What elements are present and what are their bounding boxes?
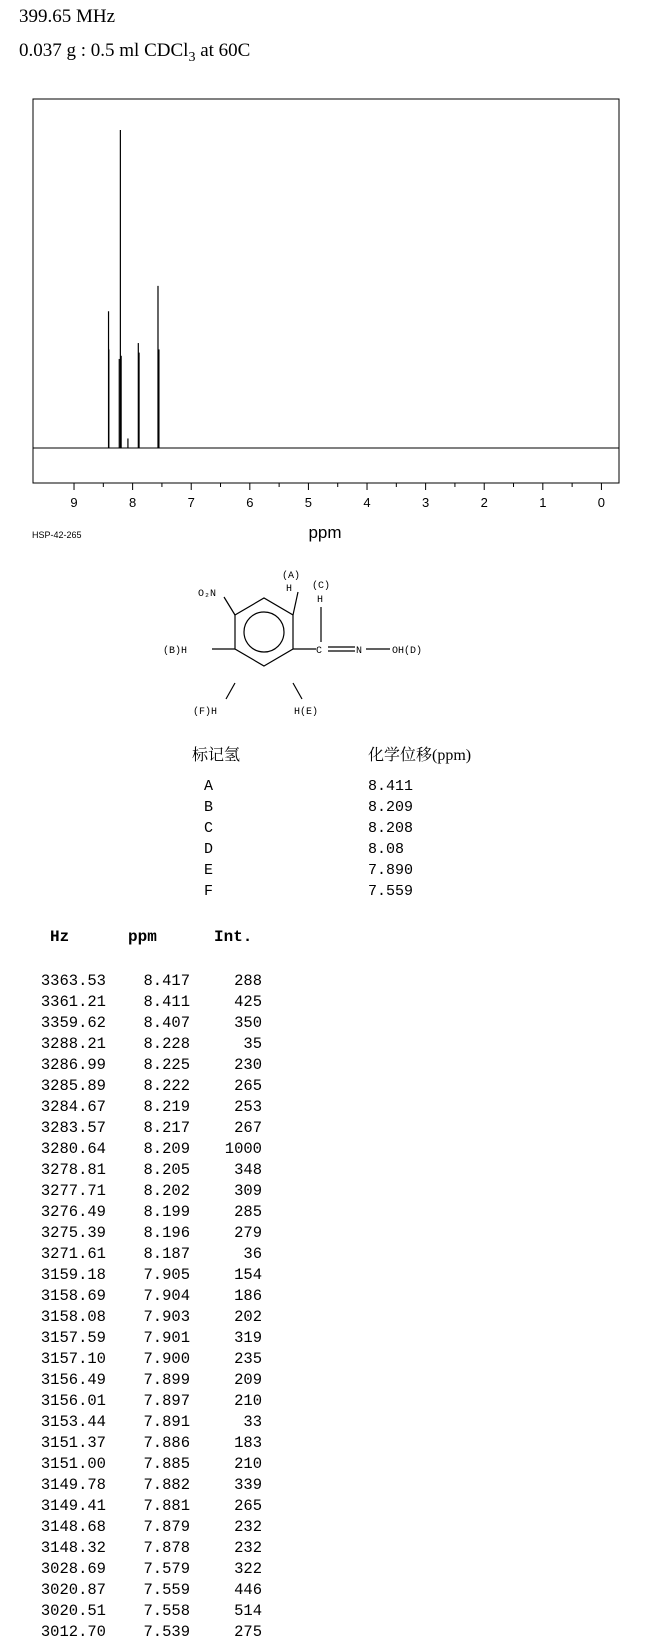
label-no2: O₂N (198, 589, 217, 600)
table-row (28, 1161, 278, 1182)
peak-ppm: 8.228 (143, 1035, 190, 1053)
peak-ppm: 7.886 (143, 1434, 190, 1452)
peak-ppm: 7.899 (143, 1371, 190, 1389)
peak-hz: 3151.37 (40, 1434, 106, 1452)
peak-intensity: 232 (234, 1518, 262, 1536)
x-axis-ticks (70, 483, 605, 510)
peak-hz: 3359.62 (40, 1014, 106, 1032)
peak-intensity: 235 (234, 1350, 262, 1368)
peak-hz: 3020.87 (40, 1581, 106, 1599)
aromatic-circle (244, 612, 284, 652)
peak-intensity: 350 (234, 1014, 262, 1032)
peak-hz: 3280.64 (40, 1140, 106, 1158)
peak-ppm: 7.559 (143, 1581, 190, 1599)
peak-ppm: 7.905 (143, 1266, 190, 1284)
nmr-spectrum-chart (0, 0, 652, 545)
peak-hz: 3158.69 (40, 1287, 106, 1305)
assignment-shift: 7.559 (368, 883, 414, 900)
peak-intensity: 202 (234, 1308, 262, 1326)
assignment-label: F (204, 883, 214, 900)
peak-ppm: 8.407 (143, 1014, 190, 1032)
peak-ppm: 8.187 (143, 1245, 190, 1263)
peak-ppm: 7.903 (143, 1308, 190, 1326)
peak-hz: 3286.99 (40, 1056, 106, 1074)
peak-ppm: 7.882 (143, 1476, 190, 1494)
peak-intensity: 154 (234, 1266, 262, 1284)
table-row (28, 1497, 278, 1518)
table-row (28, 1518, 278, 1539)
peak-ppm: 7.878 (143, 1539, 190, 1557)
peak-ppm: 7.897 (143, 1392, 190, 1410)
spectrum-trace (33, 130, 619, 448)
peak-intensity: 230 (234, 1056, 262, 1074)
peak-ppm: 7.904 (143, 1287, 190, 1305)
peak-ppm: 8.222 (143, 1077, 190, 1095)
peak-intensity: 279 (234, 1224, 262, 1242)
table-row (28, 1329, 278, 1350)
peak-hz: 3284.67 (40, 1098, 106, 1116)
assignment-shift: 7.890 (368, 862, 414, 879)
peak-intensity: 288 (234, 972, 262, 990)
peak-ppm: 7.900 (143, 1350, 190, 1368)
bond-h-f (226, 683, 235, 699)
assignment-label: D (204, 841, 214, 858)
x-tick-label: 8 (129, 495, 137, 510)
table-row (28, 1203, 278, 1224)
peak-intensity: 36 (243, 1245, 262, 1263)
peak-intensity: 33 (243, 1413, 262, 1431)
assignment-shift: 8.209 (368, 799, 414, 816)
table-row (28, 1182, 278, 1203)
peak-hz: 3288.21 (40, 1035, 106, 1053)
assignment-label: A (204, 778, 214, 795)
table-row (28, 1077, 278, 1098)
peak-intensity: 210 (234, 1455, 262, 1473)
x-tick-label: 4 (363, 495, 371, 510)
peak-intensity: 285 (234, 1203, 262, 1221)
x-tick-label: 3 (422, 495, 430, 510)
peak-ppm: 8.202 (143, 1182, 190, 1200)
label-nitrogen: N (356, 646, 363, 657)
table-row (28, 1392, 278, 1413)
table-row (28, 993, 278, 1014)
peak-intensity: 265 (234, 1497, 262, 1515)
peak-hz: 3158.08 (40, 1308, 106, 1326)
peak-intensity: 348 (234, 1161, 262, 1179)
peak-hz: 3149.41 (40, 1497, 106, 1515)
peak-intensity: 425 (234, 993, 262, 1011)
x-tick-label: 7 (187, 495, 195, 510)
peak-ppm: 8.219 (143, 1098, 190, 1116)
peak-hz: 3151.00 (40, 1455, 106, 1473)
peak-hz: 3157.59 (40, 1329, 106, 1347)
peak-intensity: 322 (234, 1560, 262, 1578)
peak-intensity: 265 (234, 1077, 262, 1095)
table-row (28, 1371, 278, 1392)
table-row (28, 1623, 278, 1644)
peak-hz: 3363.53 (40, 972, 106, 990)
peak-ppm: 8.209 (143, 1140, 190, 1158)
peak-intensity: 514 (234, 1602, 262, 1620)
table-row (28, 1098, 278, 1119)
sample-prefix: 0.037 g : 0.5 ml CDCl (19, 40, 189, 61)
peak-intensity: 183 (234, 1434, 262, 1452)
table-row (28, 1287, 278, 1308)
bond-h-a (293, 592, 298, 615)
table-row (28, 1245, 278, 1266)
table-row (28, 1014, 278, 1035)
peak-intensity: 275 (234, 1623, 262, 1641)
peak-ppm: 7.539 (143, 1623, 190, 1641)
peak-ppm: 8.225 (143, 1056, 190, 1074)
table-row (28, 1266, 278, 1287)
label-carbon: C (316, 646, 323, 657)
table-row (28, 1434, 278, 1455)
table-row (28, 1602, 278, 1623)
peak-hz: 3149.78 (40, 1476, 106, 1494)
spectrum-code: HSP-42-265 (32, 530, 82, 540)
table-row (28, 1413, 278, 1434)
molecule-structure (150, 562, 460, 727)
x-tick-label: 5 (304, 495, 313, 510)
peak-ppm: 8.417 (143, 972, 190, 990)
peak-intensity: 267 (234, 1119, 262, 1137)
peak-ppm: 7.891 (143, 1413, 190, 1431)
peak-hz: 3157.10 (40, 1350, 106, 1368)
x-tick-label: 6 (246, 495, 254, 510)
assignment-shift: 8.08 (368, 841, 405, 858)
bond-no2 (224, 597, 235, 615)
peak-ppm: 8.199 (143, 1203, 190, 1221)
bond-h-e (293, 683, 302, 699)
assign-header-shift: 化学位移(ppm) (368, 747, 472, 764)
table-row (28, 1035, 278, 1056)
peak-ppm: 8.217 (143, 1119, 190, 1137)
peak-hz: 3275.39 (40, 1224, 106, 1242)
label-f: (F)H (193, 707, 218, 718)
peak-hz: 3020.51 (40, 1602, 106, 1620)
x-tick-label: 9 (70, 495, 78, 510)
peak-ppm: 7.579 (143, 1560, 190, 1578)
peak-hz: 3156.01 (40, 1392, 106, 1410)
peak-ppm: 8.196 (143, 1224, 190, 1242)
peak-intensity: 186 (234, 1287, 262, 1305)
peak-hz: 3283.57 (40, 1119, 106, 1137)
peak-hz: 3156.49 (40, 1371, 106, 1389)
table-row (28, 972, 278, 993)
peak-intensity: 35 (243, 1035, 262, 1053)
peak-header-ppm: ppm (128, 928, 157, 946)
peak-ppm: 7.558 (143, 1602, 190, 1620)
table-row (28, 1308, 278, 1329)
peak-ppm: 7.879 (143, 1518, 190, 1536)
peak-hz: 3285.89 (40, 1077, 106, 1095)
assignment-shift: 8.411 (368, 778, 414, 795)
sample-suffix: at 60C (195, 40, 251, 61)
peak-hz: 3159.18 (40, 1266, 106, 1284)
table-row (28, 1581, 278, 1602)
table-row (28, 1476, 278, 1497)
table-row (28, 1056, 278, 1077)
label-b: (B)H (163, 646, 188, 657)
label-a: (A) (282, 571, 301, 582)
peak-intensity: 446 (234, 1581, 262, 1599)
peak-intensity: 232 (234, 1539, 262, 1557)
peak-intensity: 1000 (224, 1140, 262, 1158)
peak-intensity: 339 (234, 1476, 262, 1494)
peak-hz: 3277.71 (40, 1182, 106, 1200)
peak-header-int: Int. (214, 928, 253, 946)
peak-ppm: 7.881 (143, 1497, 190, 1515)
peak-ppm: 7.885 (143, 1455, 190, 1473)
assignment-label: C (204, 820, 214, 837)
peak-hz: 3361.21 (40, 993, 106, 1011)
table-row (28, 1560, 278, 1581)
table-row (28, 1224, 278, 1245)
assignment-label: E (204, 862, 214, 879)
peak-intensity: 210 (234, 1392, 262, 1410)
peak-hz: 3148.32 (40, 1539, 106, 1557)
assignment-label: B (204, 799, 214, 816)
peak-hz: 3278.81 (40, 1161, 106, 1179)
x-tick-label: 2 (480, 495, 488, 510)
table-row (28, 1539, 278, 1560)
peak-hz: 3271.61 (40, 1245, 106, 1263)
table-row (28, 1140, 278, 1161)
spectrometer-frequency: 399.65 MHz (19, 6, 116, 27)
label-h-a: H (286, 584, 293, 595)
peak-intensity: 319 (234, 1329, 262, 1347)
peak-intensity: 209 (234, 1371, 262, 1389)
peak-hz: 3148.68 (40, 1518, 106, 1536)
label-oh: OH(D) (392, 646, 423, 657)
label-h-c: H (317, 595, 324, 606)
peak-hz: 3028.69 (40, 1560, 106, 1578)
x-tick-label: 0 (597, 495, 606, 510)
assignment-shift: 8.208 (368, 820, 414, 837)
peak-hz: 3012.70 (40, 1623, 106, 1641)
peak-ppm: 8.205 (143, 1161, 190, 1179)
x-axis-label: ppm (308, 523, 342, 542)
label-e: H(E) (294, 707, 319, 718)
assign-header-label: 标记氢 (192, 747, 241, 764)
table-row (28, 1350, 278, 1371)
table-row (28, 1455, 278, 1476)
peak-ppm: 8.411 (143, 993, 190, 1011)
label-c: (C) (312, 581, 331, 592)
peak-ppm: 7.901 (143, 1329, 190, 1347)
peak-hz: 3276.49 (40, 1203, 106, 1221)
x-tick-label: 1 (539, 495, 547, 510)
peak-intensity: 309 (234, 1182, 262, 1200)
peak-hz: 3153.44 (40, 1413, 106, 1431)
sample-subscript: 3 (188, 49, 196, 65)
peak-intensity: 253 (234, 1098, 262, 1116)
peak-header-hz: Hz (50, 928, 70, 946)
table-row (28, 1119, 278, 1140)
